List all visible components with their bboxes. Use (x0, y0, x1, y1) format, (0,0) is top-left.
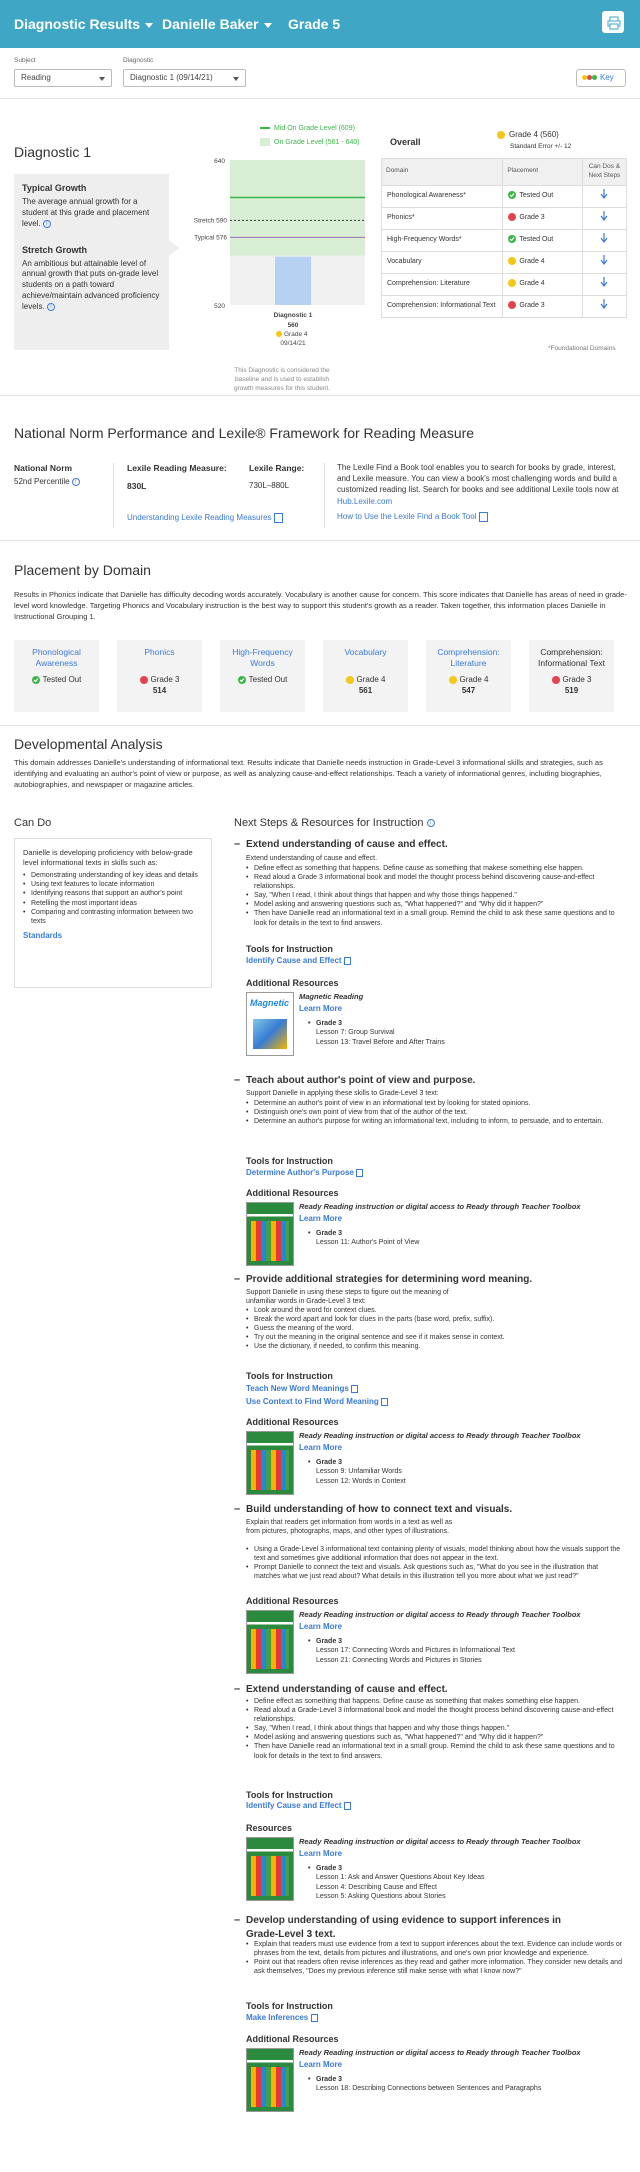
step-intro: Extend understanding of cause and effect. (246, 855, 378, 862)
step-list (246, 1697, 626, 1761)
domain-placement: Grade 3 (503, 207, 582, 229)
grade-dot-icon (276, 331, 282, 337)
domain-name: Vocabulary (382, 251, 503, 273)
step-item: • Read aloud a Grade-Level 3 informational book and model the thought process behind discovering cause-and-effect relationships. (246, 1706, 626, 1724)
legend-mid: Mid On Grade Level (609) (260, 124, 355, 133)
domain-row (382, 251, 627, 273)
baseline-note: This Diagnostic is considered the baseline and is used to establish growth measures for this student. (233, 367, 331, 392)
resource-grade: • Grade 3 (308, 1637, 608, 1646)
chevron-down-icon (99, 77, 105, 81)
lesson-item: Lesson 4: Describing Cause and Effect (316, 1883, 437, 1891)
domain-name: Phonics* (382, 207, 503, 229)
pencils-art (251, 2067, 289, 2107)
national-norm-label: National Norm (14, 463, 73, 473)
divider (324, 463, 325, 528)
bar-name: Diagnostic 1 (273, 312, 313, 319)
step-item: • Then have Danielle read an informational text in a small group. Remind the child to ask these same questions and to look for details in the text to find answers. (246, 1742, 626, 1760)
yellow-dot-icon (346, 676, 354, 684)
lesson-item: Lesson 21: Connecting Words and Pictures in Stories (316, 1656, 482, 1664)
tested-out-icon (32, 676, 40, 684)
developmental-title: Developmental Analysis (14, 736, 163, 752)
lexile-description: The Lexile Find a Book tool enables you to search for books by grade, interest, and Lexile measure. You can view a book's most challenging words and build a customized reading list. Search for books and see additional Lexile tools now at Hub.Lexile.com (337, 463, 619, 506)
domain-name: High-Frequency Words* (382, 229, 503, 251)
tool-link[interactable]: Determine Author's Purpose (246, 1168, 363, 1179)
ready-book-cover (246, 1610, 294, 1674)
domain-card-name: Comprehension: Literature (437, 647, 500, 668)
diagnostic-select[interactable] (123, 69, 246, 87)
on-grade-band (230, 160, 365, 255)
tools-title: Tools for Instruction (246, 1371, 333, 1381)
magnetic-book-cover (246, 992, 294, 1056)
pdf-icon (479, 512, 488, 522)
domain-card-name: High-Frequency Words (232, 647, 293, 668)
step-list (246, 864, 626, 928)
print-button[interactable] (602, 11, 624, 33)
resource-list (308, 1864, 608, 1901)
step-item: • Using a Grade-Level 3 informational text containing plenty of visuals, model thinking about how the visuals support the text and sometimes give additional information that does not appear in the text. (246, 1545, 626, 1563)
norm-title: National Norm Performance and Lexile® Framework for Reading Measure (14, 425, 475, 441)
lesson-item: Lesson 17: Connecting Words and Pictures in Informational Text (316, 1647, 515, 1655)
domain-row (382, 229, 627, 251)
resource-grade: • Grade 3 (308, 1019, 608, 1028)
next-steps-link[interactable] (582, 295, 626, 317)
domain-card[interactable] (529, 640, 614, 712)
y-tick-top: 640 (214, 158, 225, 165)
resource-grade: • Grade 3 (308, 1229, 608, 1238)
resource-grade: • Grade 3 (308, 1864, 608, 1873)
arrow-down-icon (600, 233, 608, 243)
step-intro: Support Danielle in applying these skills to Grade-Level 3 text: (246, 1090, 439, 1097)
arrow-down-icon (600, 211, 608, 221)
resource-list (308, 1458, 608, 1486)
resource-title: Magnetic Reading (299, 992, 364, 1001)
domain-card-placement: Grade 3 (529, 675, 614, 686)
learn-more-link[interactable]: Learn More (299, 2060, 343, 2069)
can-do-item: • Identifying reasons that support an author's point (23, 889, 203, 898)
pdf-icon (311, 2014, 318, 2022)
standard-error: Standard Error +/- 12 (510, 143, 572, 150)
app-header (0, 0, 640, 48)
lesson-item: Lesson 9: Unfamiliar Words (316, 1468, 402, 1476)
collapse-icon[interactable]: – (234, 1273, 241, 1285)
resource-list (308, 1637, 608, 1665)
collapse-icon[interactable]: – (234, 838, 241, 850)
resource-title: Ready Reading instruction or digital access to Ready through Teacher Toolbox (299, 1202, 581, 1211)
step-item: • Try out the meaning in the original sentence and see if it makes sense in context. (246, 1333, 626, 1342)
info-icon[interactable]: i (43, 220, 51, 228)
can-do-title: Can Do (14, 817, 52, 829)
domain-card[interactable] (323, 640, 408, 712)
domain-card[interactable] (14, 640, 99, 712)
pencils-art (251, 1450, 289, 1490)
domain-row (382, 273, 627, 295)
tool-link[interactable]: Teach New Word Meanings (246, 1384, 358, 1395)
domain-card[interactable] (220, 640, 305, 712)
learn-more-link[interactable]: Learn More (299, 1214, 343, 1223)
developmental-description: This domain addresses Danielle's understanding of informational text. Results indicate that Danielle needs instruction in Grade-Level 3 informational skills and strategies, such as identifying and evaluating an author's point of view or purpose, as well as analyzing cause-and-effect relationships. Teach a variety of informational genres, including biographies, autobiographies, and newspaper or magazine articles. (14, 758, 603, 789)
pdf-icon (344, 957, 351, 965)
pdf-icon (344, 1802, 351, 1810)
print-icon (607, 16, 621, 30)
domain-placement: Tested Out (503, 229, 582, 251)
divider (0, 540, 640, 541)
divider (113, 463, 114, 528)
pencils-art (251, 1629, 289, 1669)
resources-title: Additional Resources (246, 1417, 339, 1427)
red-dot-icon (140, 676, 148, 684)
tested-out-icon (238, 676, 246, 684)
placement-description: Results in Phonics indicate that Danielle has difficulty decoding words accurately. Vocabulary is another cause for concern. This score indicates that Danielle has areas of need in grade-level word knowledge. Targeting Phonics and Vocabulary instruction is the best way to support this student's growth as a reader. Taken together, this information places Danielle in Instructional Grouping 1. (14, 590, 627, 621)
can-do-item: • Comparing and contrasting information between two texts (23, 908, 203, 926)
domain-card-name: Comprehension: Informational Text (538, 647, 605, 668)
growth-explainer (14, 174, 169, 350)
can-do-box (14, 838, 212, 988)
ready-book-cover (246, 2048, 294, 2112)
collapse-icon[interactable]: – (234, 1503, 241, 1515)
red-dot-icon (508, 301, 516, 309)
resources-title: Additional Resources (246, 1596, 339, 1606)
subject-select[interactable] (14, 69, 112, 87)
step-item: • Model asking and answering questions such as, "What happened?" and "Why did it happen?" (246, 900, 626, 909)
step-list (246, 1099, 626, 1126)
pdf-icon (351, 1385, 358, 1393)
step-title: Build understanding of how to connect text and visuals. (246, 1504, 513, 1515)
step-list (246, 1545, 626, 1581)
step-item: • Break the word apart and look for clues in the parts (base word, prefix, suffix). (246, 1315, 626, 1324)
step-item: • Say, "When I read, I think about things that happen and why those things happened." (246, 891, 626, 900)
resources-title: Additional Resources (246, 978, 339, 988)
key-label: Key (600, 73, 614, 82)
bar-score: 560 (287, 322, 299, 329)
pdf-icon (381, 1398, 388, 1406)
domain-placement: Grade 3 (503, 295, 582, 317)
stretch-growth-title: Stretch Growth (22, 244, 88, 255)
tools-title: Tools for Instruction (246, 944, 333, 954)
foundational-note: *Foundational Domains (548, 345, 616, 352)
report-menu[interactable] (14, 15, 153, 34)
learn-more-link[interactable]: Learn More (299, 1004, 343, 1013)
can-do-item: • Retelling the most important ideas (23, 899, 203, 908)
learn-more-link[interactable]: Learn More (299, 1849, 343, 1858)
step-item: • Define effect as something that happens. Define cause as something that makes something else happen. (246, 1697, 626, 1706)
diagnostic-title: Diagnostic 1 (14, 144, 92, 160)
step-item: • Use the dictionary, if needed, to confirm this meaning. (246, 1342, 626, 1351)
domain-card-name: Phonics (144, 647, 175, 657)
lesson-item: Lesson 5: Asking Questions about Stories (316, 1892, 446, 1900)
col-placement: Placement (503, 159, 582, 186)
resource-title: Ready Reading instruction or digital access to Ready through Teacher Toolbox (299, 2048, 581, 2057)
chevron-down-icon (233, 77, 239, 81)
yellow-dot-icon (508, 257, 516, 265)
pencils-art (251, 1221, 289, 1261)
domain-card-score: 519 (564, 685, 579, 695)
divider (0, 98, 640, 99)
how-to-lexile-link[interactable]: How to Use the Lexile Find a Book Tool (337, 512, 488, 523)
tool-link[interactable]: Identify Cause and Effect (246, 1801, 351, 1812)
lesson-item: Lesson 12: Words in Context (316, 1477, 406, 1485)
domain-placement: Grade 4 (503, 273, 582, 295)
collapse-icon[interactable]: – (234, 1914, 241, 1926)
chevron-down-icon (264, 23, 272, 28)
tested-out-icon (508, 235, 516, 243)
next-steps-link[interactable] (582, 207, 626, 229)
tools-title: Tools for Instruction (246, 1790, 333, 1800)
lesson-item: Lesson 13: Travel Before and After Trains (316, 1038, 445, 1046)
lexile-measure-value: 830L (127, 481, 147, 491)
step-title: Provide additional strategies for determining word meaning. (246, 1274, 533, 1285)
stretch-label: Stretch 590 (193, 217, 227, 225)
step-item: • Guess the meaning of the word. (246, 1324, 626, 1333)
step-title: Extend understanding of cause and effect. (246, 1684, 448, 1695)
tools-title: Tools for Instruction (246, 2001, 333, 2011)
step-intro: Support Danielle in using these steps to figure out the meaning of unfamiliar words in Grade-Level 3 text: (246, 1289, 449, 1306)
overall-grade: Grade 4 (560) (497, 130, 559, 141)
domain-name: Comprehension: Informational Text (382, 295, 503, 317)
tools-title: Tools for Instruction (246, 1156, 333, 1166)
lexile-range-label: Lexile Range: (249, 463, 305, 473)
resource-list (308, 2075, 608, 2094)
domain-card[interactable] (117, 640, 202, 712)
resource-grade: • Grade 3 (308, 1458, 608, 1467)
lexile-measure-label: Lexile Reading Measure: (127, 463, 227, 473)
domain-row (382, 295, 627, 317)
lesson-item: Lesson 18: Describing Connections between Sentences and Paragraphs (316, 2085, 542, 2093)
red-dot-icon (508, 213, 516, 221)
ready-book-cover (246, 1202, 294, 1266)
magnetic-logo: Magnetic (250, 998, 290, 1008)
step-list (246, 1306, 626, 1351)
arrow-down-icon (600, 189, 608, 199)
col-domain: Domain (382, 159, 503, 186)
lexile-range-value: 730L–880L (249, 481, 290, 490)
learn-more-link[interactable]: Learn More (299, 1443, 343, 1452)
ready-book-cover (246, 1431, 294, 1495)
arrow-down-icon (600, 255, 608, 265)
step-item: • Define effect as something that happens. Define cause as something that makese something else happen. (246, 864, 626, 873)
report-title: Diagnostic Results (14, 16, 141, 32)
yellow-dot-icon (449, 676, 457, 684)
typical-label: Typical 576 (194, 234, 227, 242)
domain-card-score: 514 (152, 685, 167, 695)
arrow-down-icon (600, 277, 608, 287)
step-title: Teach about author's point of view and purpose. (246, 1075, 476, 1086)
can-do-item: • Using text features to locate information (23, 880, 203, 889)
divider (0, 725, 640, 726)
subject-label: Subject (14, 57, 36, 64)
step-intro: Explain that readers get information from words in a text as well as from pictures, photographs, maps, and other types of illustrations. (246, 1519, 453, 1536)
grade-dot-icon (497, 131, 505, 139)
resource-title: Ready Reading instruction or digital access to Ready through Teacher Toolbox (299, 1610, 581, 1619)
step-title: Develop understanding of using evidence to support inferences in Grade-Level 3 text. (246, 1915, 562, 1940)
step-item: • Look around the word for context clues. (246, 1306, 626, 1315)
understanding-lexile-link[interactable]: Understanding Lexile Reading Measures (127, 513, 283, 524)
info-icon[interactable]: i (427, 819, 435, 827)
domain-name: Phonological Awareness* (382, 185, 503, 207)
resource-list (308, 1229, 608, 1248)
student-menu[interactable] (162, 15, 272, 34)
subject-value: Reading (21, 73, 51, 82)
domain-placement: Tested Out (503, 185, 582, 207)
tool-link[interactable]: Make Inferences (246, 2013, 318, 2024)
can-do-intro: Danielle is developing proficiency with below-grade level informational texts in skills such as: (23, 848, 193, 868)
domain-card-placement: Grade 3 (117, 675, 202, 686)
placement-title: Placement by Domain (14, 562, 151, 578)
domain-card-placement: Tested Out (14, 675, 99, 686)
resource-list (308, 1019, 608, 1047)
domain-card-score: 547 (461, 685, 476, 695)
next-steps-link[interactable] (582, 229, 626, 251)
divider (0, 395, 640, 396)
collapse-icon[interactable]: – (234, 1074, 241, 1086)
tested-out-icon (508, 191, 516, 199)
step-item: • Determine an author's purpose for writing an informational text, including to inform, to persuade, and to entertain. (246, 1117, 626, 1126)
overall-label: Overall (390, 137, 421, 147)
pdf-icon (356, 1169, 363, 1177)
student-name: Danielle Baker (162, 16, 259, 32)
next-steps-link[interactable] (582, 185, 626, 207)
legend-on-grade: On Grade Level (561 - 640) (260, 138, 360, 147)
resources-title: Additional Resources (246, 1188, 339, 1198)
step-item: • Read aloud a Grade 3 informational book and model the thought process behind discovering cause-and-effect relationships. (246, 873, 626, 891)
domain-row (382, 185, 627, 207)
resources-title: Resources (246, 1823, 293, 1833)
collapse-icon[interactable]: – (234, 1683, 241, 1695)
step-item: • Point out that readers often revise inferences as they read and gather more information. They consider new details and ask themselves, "Does my previous inference still make sense with what I know now?" (246, 1958, 626, 1976)
domain-card-name: Vocabulary (344, 647, 387, 657)
resources-title: Additional Resources (246, 2034, 339, 2044)
arrow-down-icon (600, 299, 608, 309)
resource-grade: • Grade 3 (308, 2075, 608, 2084)
domain-card-placement: Grade 4 (323, 675, 408, 686)
resource-title: Ready Reading instruction or digital access to Ready through Teacher Toolbox (299, 1431, 581, 1440)
pdf-icon (274, 513, 283, 523)
can-do-list (23, 871, 203, 926)
step-item: • Then have Danielle read an informational text in a small group. Remind the child to ask these same questions and to look for details in the text to find answers. (246, 909, 626, 927)
can-do-item: • Demonstrating understanding of key ideas and details (23, 871, 203, 880)
info-icon[interactable]: i (72, 478, 80, 486)
domain-row (382, 207, 627, 229)
tool-link[interactable]: Use Context to Find Word Meaning (246, 1397, 388, 1408)
resource-title: Ready Reading instruction or digital access to Ready through Teacher Toolbox (299, 1837, 581, 1846)
step-title: Extend understanding of cause and effect. (246, 839, 448, 850)
learn-more-link[interactable]: Learn More (299, 1622, 343, 1631)
diagnostic-value: Diagnostic 1 (09/14/21) (130, 73, 213, 82)
lesson-item: Lesson 11: Author's Point of View (316, 1239, 420, 1247)
next-steps-title: Next Steps & Resources for Instruction i (234, 816, 435, 831)
step-list (246, 1940, 626, 1976)
tool-link[interactable]: Identify Cause and Effect (246, 956, 351, 967)
bar-grade: Grade 4 (284, 331, 308, 338)
standards-link[interactable]: Standards (23, 930, 63, 940)
typical-growth-title: Typical Growth (22, 183, 87, 193)
domain-card[interactable] (426, 640, 511, 712)
chevron-down-icon (145, 23, 153, 28)
callout-arrow (169, 240, 179, 256)
step-item: • Determine an author's point of view in an informational text by looking for stated opinions. (246, 1099, 626, 1108)
next-steps-link[interactable] (582, 251, 626, 273)
diagnostic-bar (275, 257, 311, 305)
step-item: • Say, "When I read, I think about things that happen and why those things happen." (246, 1724, 626, 1733)
domain-table (381, 158, 627, 318)
domain-card-score: 561 (358, 685, 373, 695)
domain-card-placement: Grade 4 (426, 675, 511, 686)
grade-label: Grade 5 (288, 16, 341, 32)
col-next-steps: Can Dos & Next Steps (582, 159, 626, 186)
step-item: • Distinguish one's own point of view from that of the author of the text. (246, 1108, 626, 1117)
stretch-growth-text: An ambitious but attainable level of annual growth that puts on-grade level students on a path toward achieve/maintain advanced proficiency levels. i (22, 258, 160, 311)
domain-card-placement: Tested Out (220, 675, 305, 686)
domain-placement: Grade 4 (503, 251, 582, 273)
national-norm-value: 52nd Percentile i (14, 477, 80, 488)
hub-lexile-link[interactable]: Hub.Lexile.com (337, 496, 393, 506)
next-steps-link[interactable] (582, 273, 626, 295)
lesson-item: Lesson 1: Ask and Answer Questions About Key Ideas (316, 1874, 485, 1882)
lesson-item: Lesson 7: Group Survival (316, 1029, 395, 1037)
key-button[interactable] (576, 69, 626, 87)
step-item: • Prompt Danielle to connect the text and visuals. Ask questions such as, "What do you see in the illustration that matches what we just read about? What details in this illustration tell you more about what we just read?" (246, 1563, 626, 1581)
yellow-dot-icon (508, 279, 516, 287)
red-dot-icon (552, 676, 560, 684)
step-item: • Model asking and answering questions such as, "What happened?" and "Why did it happen?" (246, 1733, 626, 1742)
domain-card-name: Phonological Awareness (32, 647, 81, 668)
ready-book-cover (246, 1837, 294, 1901)
bar-date: 09/14/21 (280, 340, 306, 347)
y-tick-bottom: 520 (214, 303, 225, 310)
info-icon[interactable]: i (47, 303, 55, 311)
pencils-art (251, 1856, 289, 1896)
step-item: • Explain that readers must use evidence from a text to support inferences about the text. Evidence can include words or phrases from the text, details from pictures and illustrations, and one's own prior knowledge and experience. (246, 1940, 626, 1958)
typical-growth-text: The average annual growth for a student at this grade and placement level. i (22, 197, 150, 228)
diagnostic-label: Diagnostic (123, 57, 154, 64)
domain-name: Comprehension: Literature (382, 273, 503, 295)
